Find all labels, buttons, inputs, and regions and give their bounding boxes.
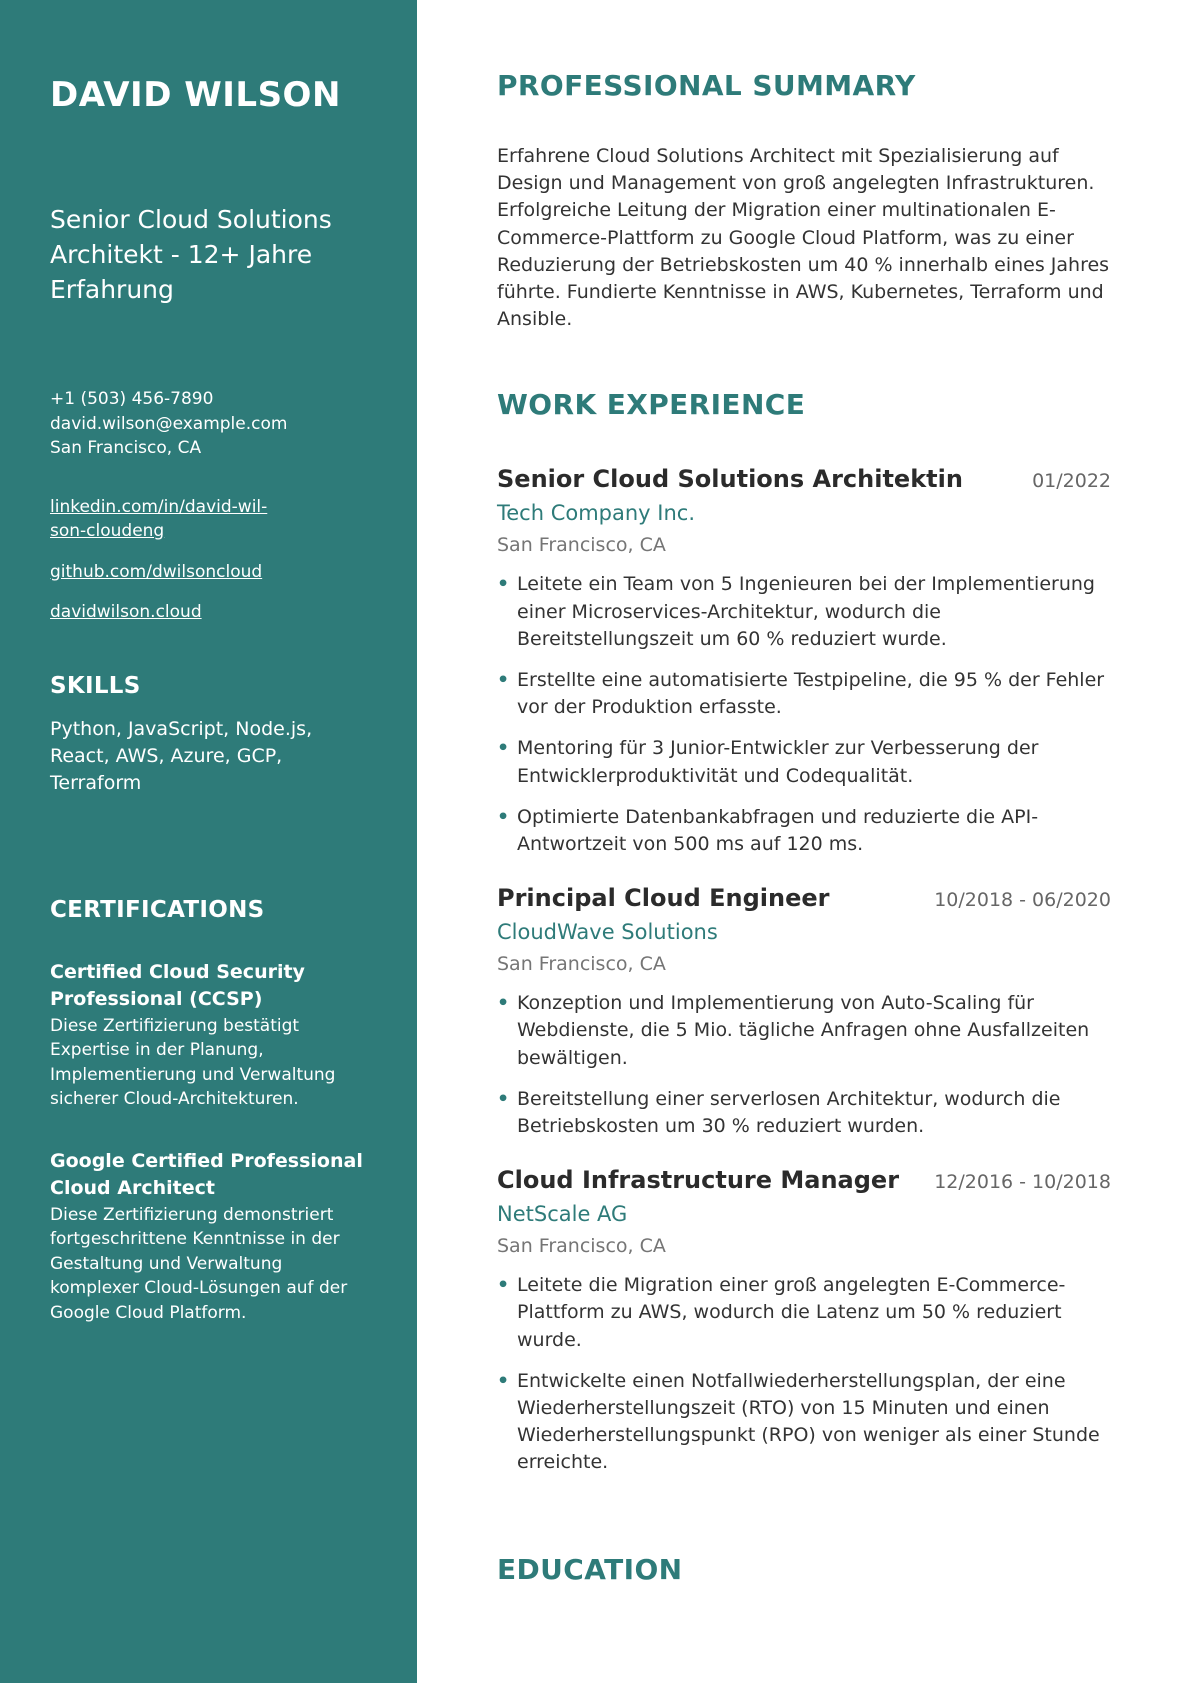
- skills-list: Python, JavaScript, Node.js, React, AWS, Azure, GCP, Terraform: [50, 717, 313, 794]
- job-date: 01/2022: [1032, 470, 1111, 493]
- job-location: San Francisco, CA: [497, 1235, 666, 1258]
- summary-heading: PROFESSIONAL SUMMARY: [497, 69, 916, 102]
- certification-item: [50, 959, 377, 1112]
- bullet-text: Leitete ein Team von 5 Ingenieuren bei der Implementierung einer Microservices-Architektur, wodurch die Bereitstellungszeit um 60 % reduziert wurde.: [517, 573, 1095, 650]
- job-header: [497, 882, 1111, 914]
- job-title: Senior Cloud Solutions Architektin: [497, 465, 963, 494]
- bullet-item: [497, 1272, 1111, 1354]
- bullet-text: Bereitstellung einer serverlosen Architektur, wodurch die Betriebskosten um 30 % reduziert wurden.: [517, 1087, 1061, 1138]
- phone: +1 (503) 456-7890: [50, 389, 214, 409]
- bullet-text: Konzeption und Implementierung von Auto-Scaling für Webdienste, die 5 Mio. tägliche Anfragen ohne Ausfallzeiten bewältigen.: [517, 992, 1090, 1069]
- bullet-icon: •: [497, 1369, 510, 1392]
- bullet-icon: •: [497, 992, 510, 1015]
- bullet-item: [497, 804, 1111, 858]
- job-bullets: [497, 571, 1111, 858]
- bullet-icon: •: [497, 805, 510, 828]
- certifications-list: [50, 959, 377, 1326]
- bullet-item: [497, 735, 1111, 789]
- bullet-icon: •: [497, 1274, 510, 1297]
- certification-description: Diese Zertifizierung demonstriert fortgeschrittene Kenntnisse in der Gestaltung und Verwaltung komplexer Cloud-Lösungen auf der Google Cloud Platform.: [50, 1204, 348, 1323]
- job-entry: [497, 882, 1111, 1140]
- bullet-icon: •: [497, 737, 510, 760]
- certification-description: Diese Zertifizierung bestätigt Expertise in der Planung, Implementierung und Verwaltung sicherer Cloud-Architekturen.: [50, 1015, 336, 1109]
- work-experience-heading: WORK EXPERIENCE: [497, 388, 806, 422]
- job-title: Cloud Infrastructure Manager: [497, 1166, 900, 1195]
- job-location: San Francisco, CA: [497, 534, 666, 557]
- job-entry: [497, 1164, 1111, 1476]
- skills-heading: SKILLS: [50, 672, 141, 699]
- contact-block: [50, 387, 377, 461]
- bullet-text: Leitete die Migration einer groß angelegten E-Commerce-Plattform zu AWS, wodurch die Latenz um 50 % reduziert wurde.: [517, 1274, 1066, 1351]
- job-date: 12/2016 - 10/2018: [934, 1171, 1111, 1194]
- summary-text: Erfahrene Cloud Solutions Architect mit Spezialisierung auf Design und Management von groß angelegten Infrastrukturen. Erfolgreiche Leitung der Migration einer multinationalen E-Commerce-Plattform zu Google Cloud Platform, was zu einer Reduzierung der Betriebskosten um 40 % innerhalb eines Jahres führte. Fundierte Kenntnisse in AWS, Kubernetes, Terraform und Ansible.: [497, 145, 1110, 331]
- bullet-item: [497, 1368, 1111, 1477]
- company-name: Tech Company Inc.: [497, 501, 696, 526]
- job-location: San Francisco, CA: [497, 953, 666, 976]
- main-content: [497, 68, 1111, 1491]
- job-header: [497, 463, 1111, 495]
- certifications-heading: CERTIFICATIONS: [50, 896, 265, 923]
- job-title: Principal Cloud Engineer: [497, 884, 830, 913]
- job-date: 10/2018 - 06/2020: [934, 889, 1111, 912]
- bullet-item: [497, 990, 1111, 1072]
- company-name: NetScale AG: [497, 1202, 628, 1227]
- bullet-icon: •: [497, 669, 510, 692]
- headline: Senior Cloud Solutions Architekt - 12+ Jahre Erfahrung: [50, 205, 332, 304]
- bullet-text: Mentoring für 3 Junior-Entwickler zur Verbesserung der Entwicklerproduktivität und Codequalität.: [517, 737, 1039, 787]
- company-name: CloudWave Solutions: [497, 920, 718, 945]
- website-link[interactable]: davidwilson.cloud: [50, 602, 202, 622]
- job-entry: [497, 463, 1111, 858]
- location: San Francisco, CA: [50, 438, 202, 458]
- job-bullets: [497, 990, 1111, 1140]
- linkedin-link[interactable]: linkedin.com/in/david-wil-son-cloudeng: [50, 496, 268, 541]
- job-bullets: [497, 1272, 1111, 1476]
- sidebar: [0, 0, 417, 1683]
- bullet-text: Erstellte eine automatisierte Testpipeline, die 95 % der Fehler vor der Produktion erfasste.: [517, 669, 1105, 719]
- bullet-item: [497, 571, 1111, 653]
- bullet-text: Entwickelte einen Notfallwiederherstellungsplan, der eine Wiederherstellungszeit (RTO) von 15 Minuten und einen Wiederherstellungspunkt (RPO) von weniger als einer Stunde erreichte.: [517, 1369, 1100, 1474]
- bullet-icon: •: [497, 573, 510, 596]
- github-link[interactable]: github.com/dwilsoncloud: [50, 561, 263, 582]
- links-block: [50, 495, 377, 625]
- education-heading: EDUCATION: [497, 1553, 683, 1586]
- certification-item: [50, 1148, 377, 1326]
- bullet-item: [497, 1086, 1111, 1140]
- bullet-text: Optimierte Datenbankabfragen und reduzierte die API-Antwortzeit von 500 ms auf 120 ms.: [517, 805, 1039, 856]
- certification-title: Google Certified Professional Cloud Architect: [50, 1149, 363, 1199]
- job-header: [497, 1164, 1111, 1196]
- bullet-icon: •: [497, 1087, 510, 1110]
- certification-title: Certified Cloud Security Professional (CCSP): [50, 960, 305, 1010]
- candidate-name: DAVID WILSON: [50, 75, 341, 115]
- bullet-item: [497, 667, 1111, 721]
- email: david.wilson@example.com: [50, 413, 288, 434]
